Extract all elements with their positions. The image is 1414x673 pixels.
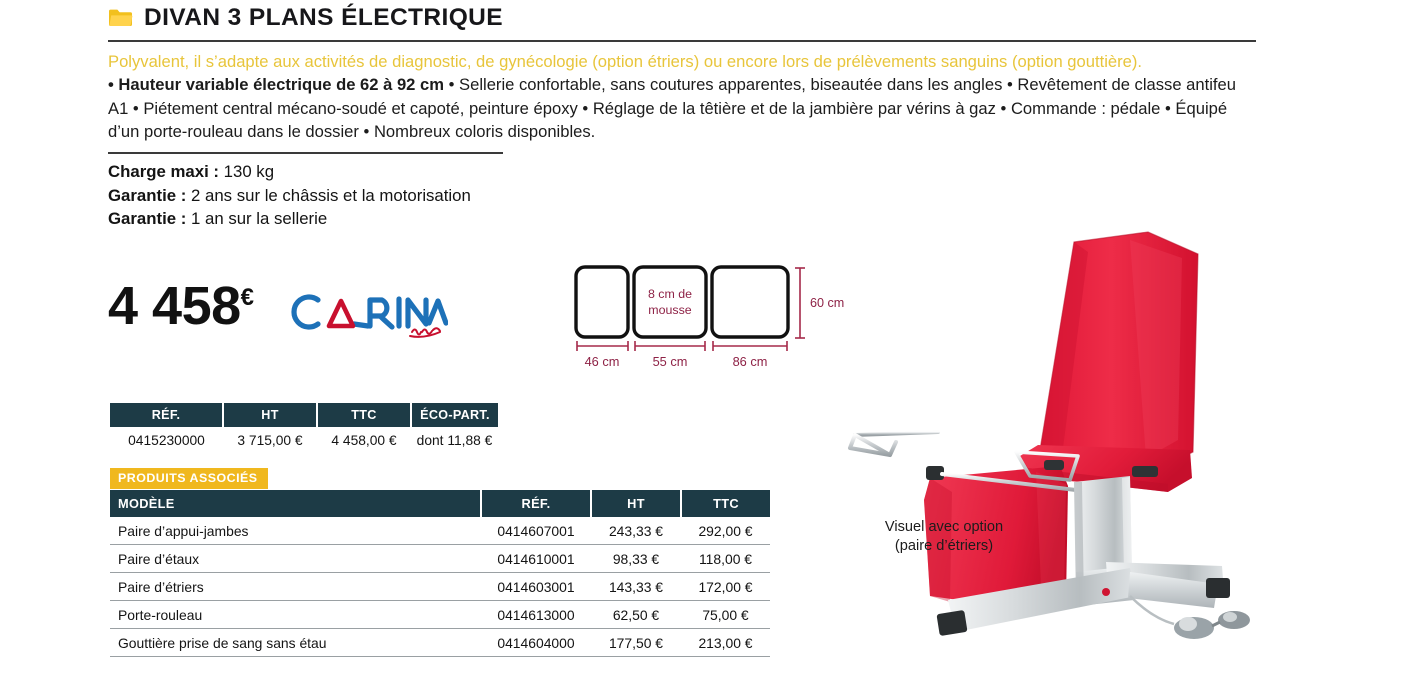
segment-label-1: 46 cm xyxy=(584,354,620,369)
price-table-header-ht: HT xyxy=(223,403,317,427)
price-table xyxy=(110,403,498,452)
price-display xyxy=(108,278,254,334)
price-table-cell-ttc: 4 458,00 € xyxy=(331,433,397,448)
foam-label-line1: 8 cm de xyxy=(647,287,693,301)
table-row xyxy=(110,629,770,657)
price-amount: 4 458 xyxy=(108,276,241,336)
photo-caption-line2: (paire d’étriers) xyxy=(894,538,994,554)
price-currency: € xyxy=(240,284,254,311)
price-and-brand xyxy=(108,278,448,342)
price-table-header-ttc: TTC xyxy=(317,403,411,427)
assoc-cell-ht: 98,33 € xyxy=(591,545,681,573)
spec-label: Garantie : xyxy=(108,209,187,228)
cushion-dimension-diagram xyxy=(572,262,844,370)
assoc-cell-modele: Gouttière prise de sang sans étau xyxy=(110,629,481,657)
price-table-header-row xyxy=(110,403,498,427)
spec-value: 130 kg xyxy=(218,162,275,181)
folder-icon xyxy=(108,8,134,28)
assoc-header-ref: RÉF. xyxy=(481,490,591,517)
table-row xyxy=(110,573,770,601)
assoc-cell-modele: Paire d’étriers xyxy=(110,573,481,601)
carina-logo xyxy=(288,290,448,342)
description-lead: Polyvalent, il s’adapte aux activités de diagnostic, de gynécologie (option étriers) ou encore lors de prélèvements sanguins (option gouttière). xyxy=(108,52,1143,71)
base-foot-left xyxy=(936,610,967,636)
assoc-header-ttc: TTC xyxy=(681,490,770,517)
height-dimension xyxy=(795,268,805,338)
cushion-panel-1 xyxy=(576,267,628,337)
assoc-cell-ref: 0414610001 xyxy=(481,545,591,573)
spec-value: 1 an sur la sellerie xyxy=(186,209,328,228)
associated-products-table xyxy=(110,490,770,657)
product-photo-examination-chair xyxy=(830,0,1414,668)
spec-row xyxy=(108,160,471,184)
base-foot-right xyxy=(1206,578,1230,598)
spec-value: 2 ans sur le châssis et la motorisation xyxy=(186,185,471,205)
stirrup-option xyxy=(850,432,938,468)
assoc-cell-ht: 177,50 € xyxy=(591,629,681,657)
assoc-header-modele: MODÈLE xyxy=(110,490,481,517)
assoc-cell-ttc: 213,00 € xyxy=(681,629,770,657)
width-dimension-lines xyxy=(577,341,787,351)
price-table-cell-ref: 0415230000 xyxy=(128,433,205,448)
photo-caption-line1: Visuel avec option xyxy=(884,519,1004,535)
assoc-cell-ttc: 75,00 € xyxy=(681,601,770,629)
photo-caption xyxy=(844,518,1044,556)
assoc-cell-ttc: 292,00 € xyxy=(681,517,770,545)
assoc-cell-modele: Paire d’appui-jambes xyxy=(110,517,481,545)
description-rest: • Sellerie confortable, sans coutures apparentes, biseautée dans les angles • Revêtement de classe antifeu A1 • Piétement central mécano-soudé et capoté, peinture époxy • Réglage de la têtière et de la jambière par vérins à gaz • Commande : pédale • Équipé d’un porte-rouleau dans le dossier • Nombreux coloris disponibles. xyxy=(108,75,1237,141)
price-table-cell-ecopart: dont 11,88 € xyxy=(416,433,493,448)
assoc-header-ht: HT xyxy=(591,490,681,517)
price-table-header-ecopart: ÉCO-PART. xyxy=(411,403,498,427)
associated-products-badge: PRODUITS ASSOCIÉS xyxy=(110,468,268,489)
assoc-cell-ref: 0414603001 xyxy=(481,573,591,601)
backrest xyxy=(1040,232,1198,478)
page-header xyxy=(108,4,503,32)
assoc-cell-ht: 62,50 € xyxy=(591,601,681,629)
assoc-cell-modele: Paire d’étaux xyxy=(110,545,481,573)
assoc-header-row xyxy=(110,490,770,517)
spec-label: Charge maxi : xyxy=(108,162,219,181)
assoc-cell-ref: 0414607001 xyxy=(481,517,591,545)
cushion-panel-2 xyxy=(634,267,706,337)
foam-label-line2: mousse xyxy=(648,303,692,317)
table-row xyxy=(110,601,770,629)
specs-divider xyxy=(108,152,503,154)
price-table-cell-ht: 3 715,00 € xyxy=(237,433,303,448)
assoc-cell-ttc: 118,00 € xyxy=(681,545,770,573)
spec-label: Garantie : xyxy=(108,185,187,205)
height-label: 60 cm xyxy=(810,296,844,310)
assoc-cell-ref: 0414604000 xyxy=(481,629,591,657)
segment-label-3: 86 cm xyxy=(732,354,768,369)
table-row xyxy=(110,427,498,452)
page-title: DIVAN 3 PLANS ÉLECTRIQUE xyxy=(144,4,503,31)
spec-row xyxy=(108,207,471,231)
specs-list xyxy=(108,160,471,231)
price-table-header-ref: RÉF. xyxy=(110,403,223,427)
assoc-cell-ht: 143,33 € xyxy=(591,573,681,601)
assoc-cell-ttc: 172,00 € xyxy=(681,573,770,601)
assoc-cell-ref: 0414613000 xyxy=(481,601,591,629)
assoc-cell-ht: 243,33 € xyxy=(591,517,681,545)
cushion-panel-3 xyxy=(712,267,788,337)
segment-label-2: 55 cm xyxy=(652,354,688,369)
table-row xyxy=(110,517,770,545)
assoc-cell-modele: Porte-rouleau xyxy=(110,601,481,629)
product-photo-area xyxy=(830,0,1414,668)
description-highlight: • Hauteur variable électrique de 62 à 92 cm xyxy=(108,75,444,94)
table-row xyxy=(110,545,770,573)
spec-row xyxy=(108,184,471,208)
